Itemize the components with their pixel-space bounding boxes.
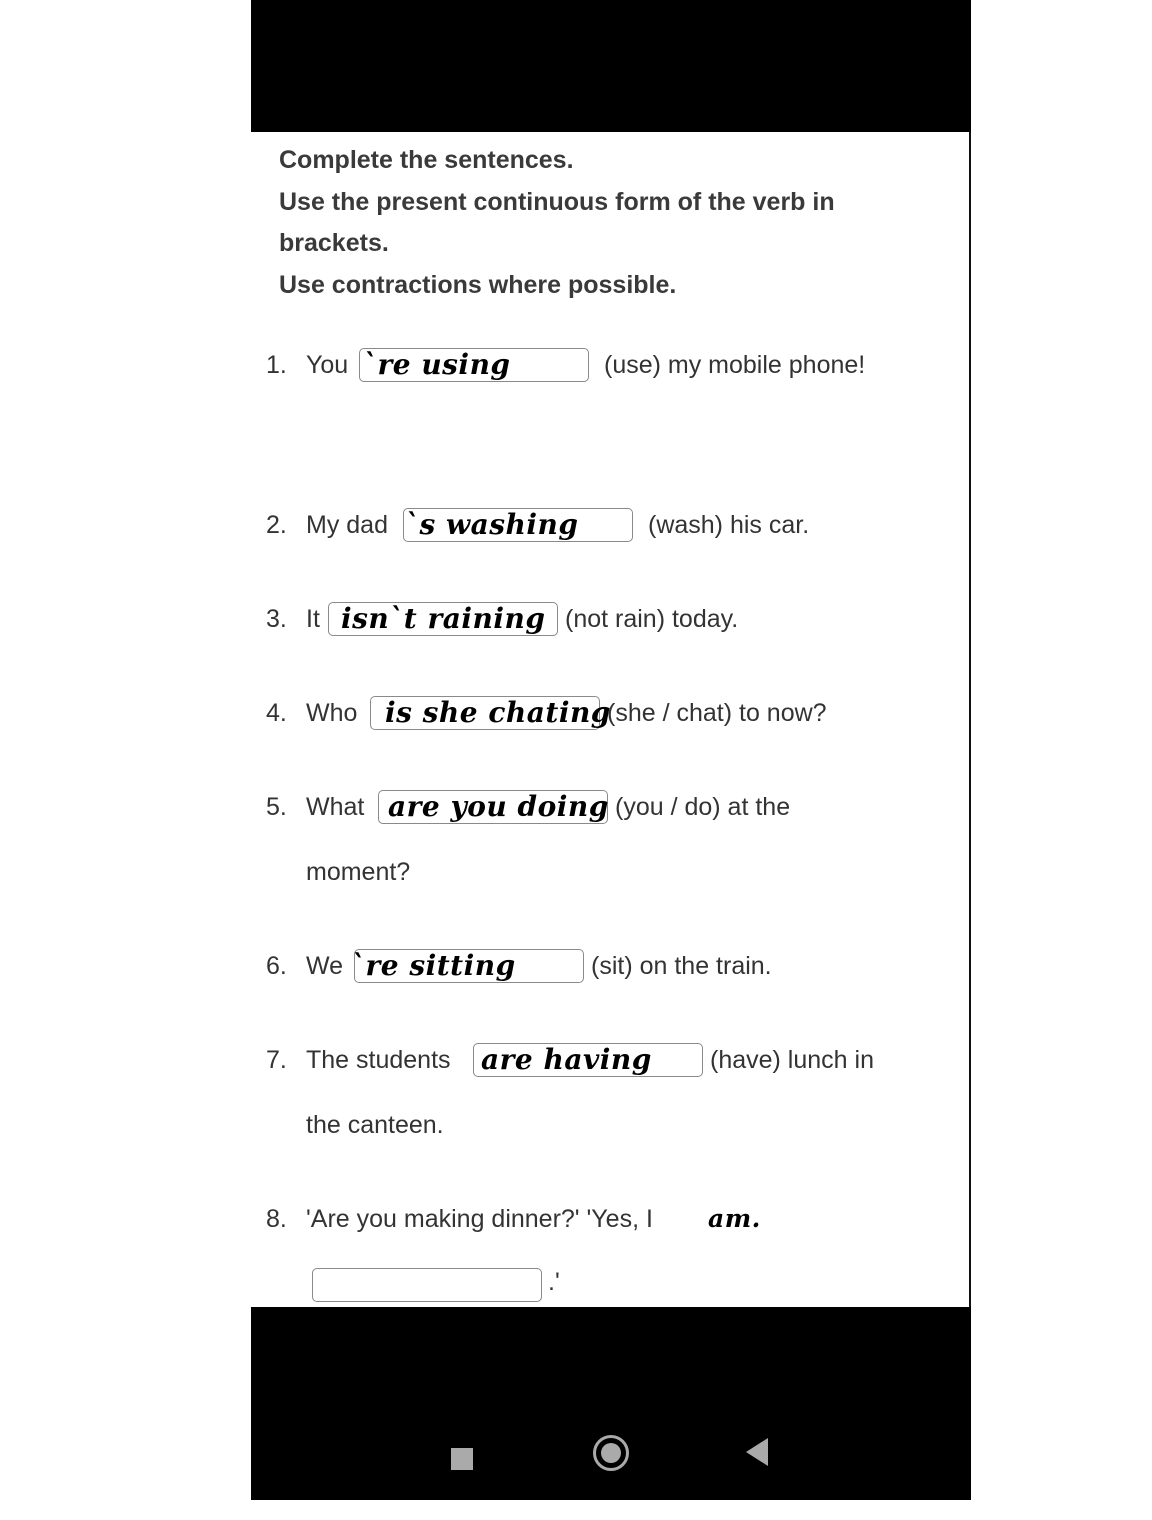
item-text-before: The students (306, 1046, 451, 1074)
phone-screen (251, 0, 971, 1500)
item-text-before: My dad (306, 511, 388, 539)
exercise-item-5 (251, 790, 969, 886)
item-text-before: Who (306, 699, 358, 727)
circle-icon[interactable] (593, 1435, 629, 1471)
answer-text: isn`t raining (341, 602, 546, 635)
item-text-before: You (306, 351, 349, 379)
item-number: 2. (266, 511, 287, 539)
item-text-after: (you / do) at the (615, 793, 791, 821)
item-text-after: (use) my mobile phone! (604, 351, 866, 379)
instruction-line-1: Complete the sentences. (279, 146, 574, 174)
instruction-line-2: Use the present continuous form of the verb in brackets. (279, 187, 835, 257)
answer-text: is she chating (385, 696, 611, 729)
square-icon[interactable] (451, 1448, 473, 1470)
answer-text: am. (708, 1204, 761, 1233)
exercise-item-4 (251, 696, 969, 736)
item-text-after: (wash) his car. (648, 511, 810, 539)
exercise-content (251, 132, 971, 1307)
item-text-before: What (306, 793, 365, 821)
item-number: 5. (266, 793, 287, 821)
exercise-item-2 (251, 508, 969, 548)
answer-input[interactable] (312, 1268, 542, 1302)
exercise-item-3 (251, 602, 969, 642)
navigation-bar (251, 1307, 971, 1500)
item-text-before: We (306, 952, 344, 980)
exercise-item-8 (251, 1202, 969, 1296)
item-text-before: 'Are you making dinner?' 'Yes, I (306, 1205, 653, 1233)
answer-text: are having (481, 1043, 652, 1076)
item-number: 6. (266, 952, 287, 980)
circle-inner (601, 1443, 621, 1463)
item-text-after: .' (548, 1268, 560, 1296)
item-text-after: (she / chat) to now? (607, 699, 827, 727)
item-text-before: It (306, 605, 320, 633)
instruction-line-3: Use contractions where possible. (279, 270, 677, 299)
answer-text: `re using (363, 348, 511, 381)
item-number: 3. (266, 605, 287, 633)
exercise-item-7 (251, 1043, 969, 1139)
triangle-back-icon[interactable] (746, 1438, 768, 1466)
answer-text: `s washing (405, 508, 579, 541)
status-bar (251, 0, 971, 132)
item-number: 8. (266, 1205, 287, 1233)
item-text-continued: the canteen. (306, 1111, 444, 1139)
item-text-continued: moment? (306, 858, 411, 886)
item-text-after: (have) lunch in (710, 1046, 874, 1074)
item-number: 7. (266, 1046, 287, 1074)
answer-text: `re sitting (351, 949, 516, 982)
answer-text: are you doing (388, 790, 609, 823)
item-text-after: (not rain) today. (565, 605, 739, 633)
item-number: 4. (266, 699, 287, 727)
item-text-after: (sit) on the train. (591, 952, 772, 980)
exercise-item-1 (251, 348, 969, 388)
item-number: 1. (266, 351, 287, 379)
instructions (279, 140, 939, 306)
exercise-item-6 (251, 949, 969, 989)
